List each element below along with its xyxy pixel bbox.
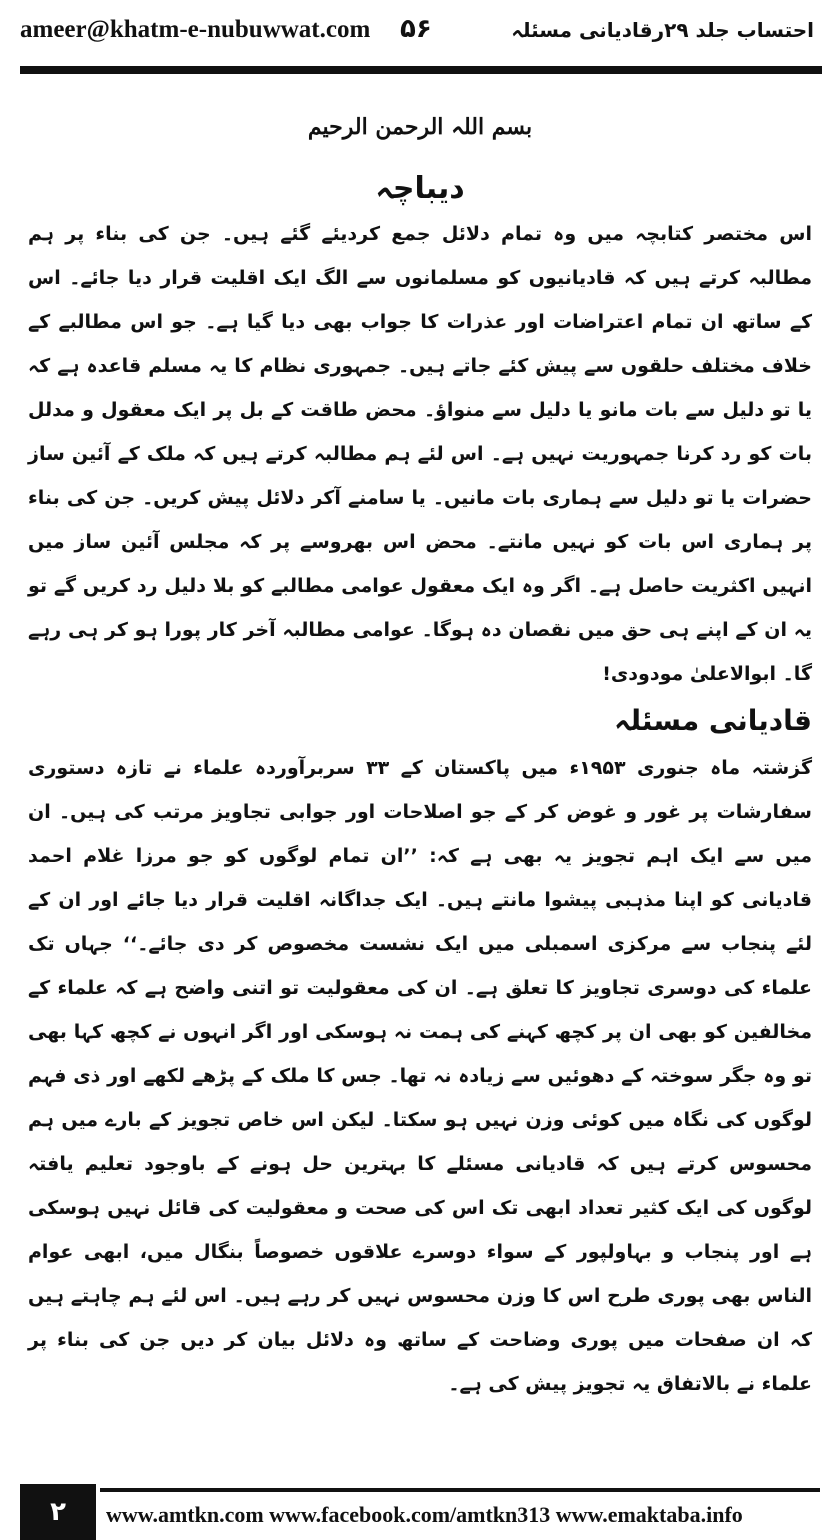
footer-urls: www.amtkn.com www.facebook.com/amtkn313 www.emaktaba.info: [106, 1502, 743, 1527]
page-footer: [0, 1484, 840, 1540]
preface-signature: ابوالاعلیٰ مودودی!: [602, 663, 777, 685]
preface-title: دیباچہ: [375, 171, 465, 206]
header-page-number: ۵۶: [400, 14, 432, 44]
page-content: [28, 170, 812, 1406]
preface-paragraph: [28, 212, 812, 696]
page-header: [0, 0, 840, 66]
bismillah: بسم اللہ الرحمن الرحیم: [307, 114, 533, 140]
footer-rule: [100, 1488, 820, 1492]
preface-text: اس مختصر کتابچہ میں وہ تمام دلائل جمع کردیئے گئے ہیں۔ جن کی بناء پر ہم مطالبہ کرتے ہیں کہ قادیانیوں کو مسلمانوں سے الگ ایک اقلیت قرار دیا جائے۔ اس کے ساتھ ان تمام اعتراضات اور عذرات کا جواب بھی دیا گیا ہے۔ جو اس مطالبے کے خلاف مختلف حلقوں سے پیش کئے جاتے ہیں۔ جمہوری نظام کا یہ مسلم قاعدہ ہے کہ یا تو دلیل سے بات مانو یا دلیل سے منواؤ۔ محض طاقت کے بل پر ایک معقول و مدلل بات کو رد کرنا جمہوریت نہیں ہے۔ اس لئے ہم مطالبہ کرتے ہیں کہ ملک کے آئین ساز حضرات یا تو دلیل سے ہماری بات مانیں۔ یا سامنے آکر دلائل پیش کریں۔ جن کی بناء پر ہماری اس بات کو نہیں مانتے۔ محض اس بھروسے پر کہ مجلس آئین ساز میں انہیں اکثریت حاصل ہے۔ اگر وہ ایک معقول عوامی مطالبے کو بلا دلیل رد کریں گے تو یہ ان کے اپنے ہی حق میں نقصان دہ ہوگا۔ عوامی مطالبہ آخر کار پورا ہو کر ہی رہے گا۔: [28, 223, 812, 685]
header-rule: [20, 66, 822, 74]
header-email: ameer@khatm-e-nubuwwat.com: [20, 16, 371, 43]
section-title: قادیانی مسئلہ: [614, 704, 812, 737]
footer-page-number: ۲: [20, 1484, 96, 1540]
section-paragraph: گزشتہ ماہ جنوری ۱۹۵۳ء میں پاکستان کے ۳۳ سربرآوردہ علماء نے تازہ دستوری سفارشات پر غور و غوض کر کے جو اصلاحات اور جوابی تجاویز مرتب کی ہیں۔ ان میں سے ایک اہم تجویز یہ بھی ہے کہ: ’’ان تمام لوگوں کو جو مرزا غلام احمد قادیانی کو اپنا مذہبی پیشوا مانتے ہیں۔ ایک جداگانہ اقلیت قرار دیا جائے اور ان کے لئے پنجاب سے مرکزی اسمبلی میں ایک نشست مخصوص کر دی جائے۔‘‘ جہاں تک علماء کی دوسری تجاویز کا تعلق ہے۔ ان کی معقولیت تو اتنی واضح ہے کہ علماء کے مخالفین کو بھی ان پر کچھ کہنے کی ہمت نہ ہوسکی اور اگر انہوں نے کچھ کہا بھی تو وہ جگر سوختہ کے دھوئیں سے زیادہ نہ تھا۔ جس کا ملک کے پڑھے لکھے اور ذی فہم لوگوں کی نگاہ میں کوئی وزن نہیں ہو سکتا۔ لیکن اس خاص تجویز کے بارے میں ہم محسوس کرتے ہیں کہ قادیانی مسئلے کا بہترین حل ہونے کے باوجود تعلیم یافتہ لوگوں کی ایک کثیر تعداد ابھی تک اس کی صحت و معقولیت کی قائل نہیں ہوسکی ہے اور پنجاب و بہاولپور کے سواء دوسرے علاقوں خصوصاً بنگال میں، ابھی عوام الناس بھی پوری طرح اس کا وزن محسوس نہیں کر رہے ہیں۔ اس لئے ہم چاہتے ہیں کہ ان صفحات میں پوری وضاحت کے ساتھ وہ دلائل بیان کر دیں جن کی بناء پر علماء نے بالاتفاق یہ تجویز پیش کی ہے۔: [28, 757, 813, 1395]
header-book-title: احتساب جلد ۲۹رقادیانی مسئلہ: [511, 18, 814, 42]
